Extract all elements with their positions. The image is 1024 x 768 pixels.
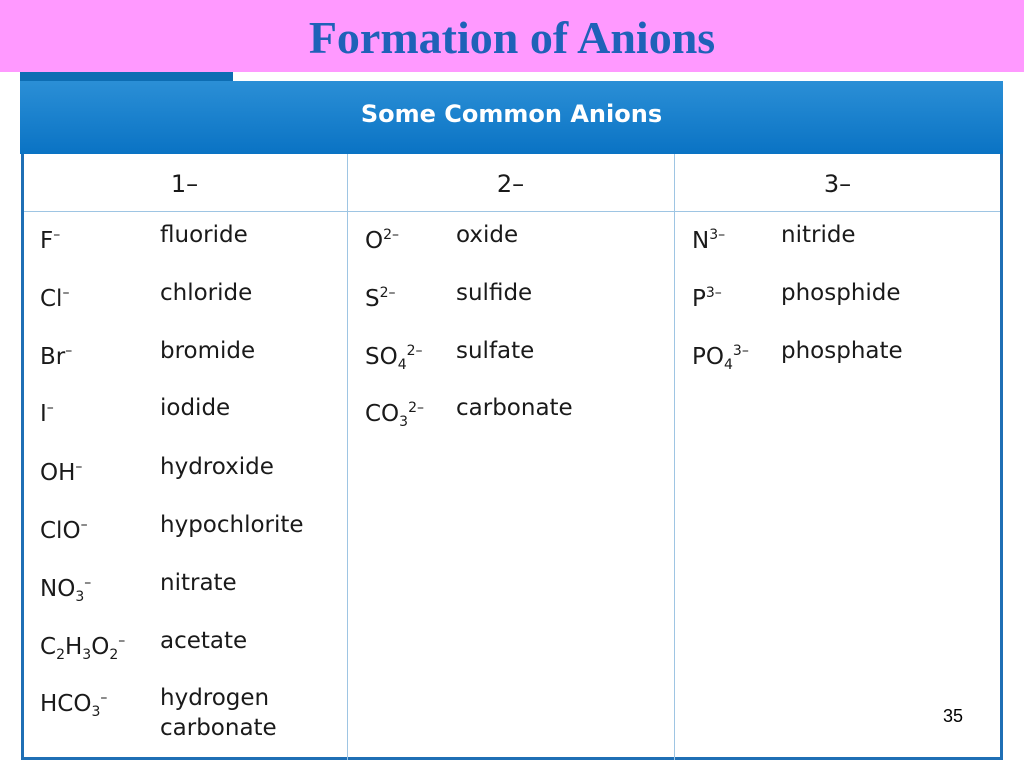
ion-name: phosphate: [781, 338, 903, 364]
ion-formula: F–: [40, 227, 61, 254]
column-divider: [674, 154, 675, 760]
ion-name: iodide: [160, 395, 231, 421]
ion-formula: OH–: [40, 459, 83, 486]
ion-name: carbonate: [456, 395, 573, 421]
ion-name: hydroxide: [160, 454, 274, 480]
ion-formula: Cl–: [40, 285, 70, 312]
ion-name: hydrogen carbonate: [160, 685, 277, 741]
ion-formula: $NO_3^-$: [40, 575, 92, 605]
ion-formula: $SO_4^{2-}$: [365, 343, 423, 373]
ion-formula: $P^{3-}$: [692, 285, 722, 312]
ion-name: acetate: [160, 628, 248, 654]
ion-formula: ClO–: [40, 517, 88, 544]
ion-formula: I–: [40, 400, 54, 427]
ion-formula: Br–: [40, 343, 73, 370]
ion-formula: $PO_4^{3-}$: [692, 343, 749, 373]
slide-title: Formation of Anions: [308, 12, 716, 63]
ion-name: sulfate: [456, 338, 535, 364]
ion-formula: $HCO_3^-$: [40, 690, 108, 720]
column-header-3-minus: 3–: [823, 170, 852, 198]
ion-formula: $N^{3-}$: [692, 227, 726, 254]
column-header-2-minus: 2–: [496, 170, 525, 198]
ion-name: chloride: [160, 280, 253, 306]
header-row-divider: [24, 211, 1000, 212]
page-number: 35: [942, 706, 964, 726]
column-divider: [347, 154, 348, 760]
ion-name: hypochlorite: [160, 512, 304, 538]
ion-formula: $O^{2-}$: [365, 227, 400, 254]
ion-name: bromide: [160, 338, 256, 364]
ion-name: fluoride: [160, 222, 248, 248]
ion-name: nitride: [781, 222, 856, 248]
column-header-1-minus: 1–: [170, 170, 199, 198]
ion-formula: $C_2H_3O_2^-$: [40, 633, 126, 663]
ion-name: nitrate: [160, 570, 237, 596]
ion-formula: $S^{2-}$: [365, 285, 396, 312]
table-title: Some Common Anions: [360, 100, 663, 128]
header-tab-accent: [20, 72, 233, 81]
ion-name: oxide: [456, 222, 519, 248]
ion-name: sulfide: [456, 280, 533, 306]
ion-formula: $CO_3^{2-}$: [365, 400, 425, 430]
ion-name: phosphide: [781, 280, 901, 306]
